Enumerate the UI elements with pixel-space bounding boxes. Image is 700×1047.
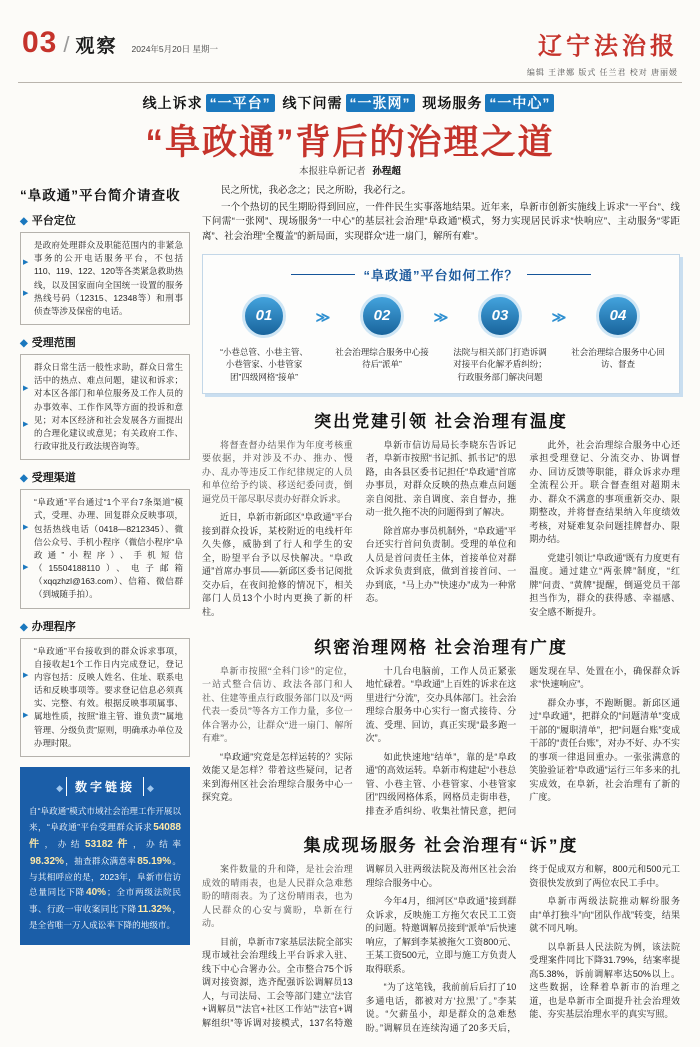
chevron-right-icon: ≫: [551, 308, 567, 325]
arrow-right-icon: ▶: [23, 564, 29, 571]
article-paragraph: 群众办事，不跑断腿。新邱区通过“阜政通”，把群众的“问题清单”变成干部的“履职清单”，把“问题台账”变成干部的“责任台账”，对办不好、办不实的事项一律退回重办。一张张满意的笑脸验证着“阜政通”运行三年多来的扎实成效，在阜新，社会治理有了新的广度。: [529, 697, 680, 803]
byline-prefix: 本报驻阜新记者: [299, 166, 366, 177]
arrow-right-icon: ▶: [23, 259, 29, 267]
sidebar-section-accept-channels: [20, 469, 190, 608]
sidebar-title: “阜政通”平台简介请查收: [20, 188, 181, 203]
stat-value: 98.32%: [30, 855, 64, 867]
article-paragraph: 阜新市信访局局长李晓东告诉记者，阜新市按照“书记抓、抓书记”的思路，由各县区委书记担任“阜政通”首席办事员，对群众反映的热点难点问题亲自阅批、亲自调度、亲自督办，推动一批久拖不决的问题得到了解决。: [365, 439, 517, 518]
arrow-right-icon: ▶: [23, 420, 29, 428]
header-rule: [18, 82, 682, 83]
article-body-2: [202, 665, 680, 819]
article-paragraph: 十几台电脑前，工作人员正紧张地忙碌着。“阜政通”上百姓的诉求在这里进行“分流”，交办具体部门。社会治理综合服务中心实行一窗式接待、分流、受理、回访，真正实现“最多跑一次”。: [365, 665, 517, 744]
section-text-box: [20, 354, 190, 460]
step-number-badge: 04: [596, 294, 640, 338]
section-text: “阜政通”平台通过“1个平台7条渠道”模式，受理、办理、回复群众反映事项，包括热线电话（0418—8212345）、微信公众号、手机小程序（微信小程序“阜政通”小程序）、手机短信（15504188110）、电子邮箱（xqqzhzl@163.com）、信箱、微信群（到城随手拍）。: [34, 497, 183, 600]
section-label: 平台定位: [31, 215, 76, 227]
section-text: 群众日常生活一般性求助，群众日常生活中的热点、难点问题，建议和诉求；对本区各部门和单位服务及工作人员的办事效率、工作作风等方面的投诉和意见；对本区经济和社会发展各方面提出的合理化建议或意见；有关政府工作、行政审批及行政法规咨询等。: [34, 362, 183, 452]
kicker-line: [0, 93, 700, 113]
stat-value: 40%: [86, 887, 107, 899]
article-headline-1: 突出党建引领 社会治理有温度: [314, 411, 568, 431]
step-number-badge: 02: [360, 294, 404, 338]
article-paragraph: “阜政通”究竟是怎样运转的？实际效能又是怎样？带着这些疑问，记者来到海州区社会治理综合服务中心一探究竟。: [202, 751, 353, 803]
kicker-text: 线下问需: [282, 95, 343, 111]
sidebar-section-accept-scope: [20, 334, 190, 460]
diamond-icon: ◆: [20, 216, 28, 227]
section-label: 受理范围: [31, 337, 76, 350]
arrow-right-icon: ▶: [23, 385, 29, 393]
issue-date: 2024年5月20日 星期一: [131, 44, 218, 54]
step-number-badge: 03: [478, 294, 522, 338]
article-paragraph: 阜新市两级法院推动解纷服务由“单打独斗”向“团队作战”转变，结果就不同凡响。: [529, 896, 680, 934]
workflow-title: “阜政通”平台如何工作？: [363, 267, 519, 283]
reporter-name: 孙程超: [372, 166, 401, 177]
diamond-icon: ◆: [56, 782, 63, 793]
article-paragraph: 近日，阜新市新邱区“阜政通”平台接到群众投诉，某校附近的电线杆年久失修，威胁到了行人和学生的安全，盼望平台予以尽快解决。“阜政通”首席办事员——新邱区委书记阅批交办后，在夜间抢修的情况下，相关部门人员13个小时内更换了新的杆柱。: [202, 512, 353, 617]
stat-value: 85.19%: [137, 855, 172, 867]
sidebar-section-platform-position: [20, 212, 190, 325]
sidebar-section-procedure: [20, 618, 190, 757]
article-paragraph: 党建引领让“阜政通”既有力度更有温度。通过建立“两张牌”制度，“红牌”问责、“黄牌”提醒，倒逼党员干部担当作为，群众的获得感、幸福感、安全感不断提升。: [529, 552, 680, 617]
pull-quote: 将督查督办结果作为年度考核重要依据，并对涉及不办、推办、慢办、乱办等违反工作纪律规定的人员和单位给予约谈、移送纪委问责，倒逼党员干部尽职尽责办好群众诉求。: [202, 439, 353, 504]
section-label: 受理渠道: [31, 472, 76, 485]
section-text-box: [20, 232, 190, 325]
editor-credits: 编辑 王津娜 版式 任兰君 校对 唐丽媛: [526, 68, 678, 77]
step-text: 社会治理综合服务中心接待后“派单”: [335, 346, 429, 370]
workflow-step-3: [449, 294, 551, 383]
section-text-box: [20, 638, 190, 757]
main-content: [202, 184, 680, 1035]
arrow-right-icon: ▶: [23, 290, 29, 298]
step-text: “小巷总管、小巷主管、小巷管家、小巷管家团”四级网格“接单”: [220, 346, 308, 382]
article-paragraph: 除首席办事员机制外，“阜政通”平台还实行首问负责制。受理的单位和人员是首问责任主体，首接单位对群众诉求负责到底，做到首接首问、一办到底，“马上办”“快速办”成为一种常态。: [365, 525, 517, 604]
kicker-highlight: “一中心”: [485, 94, 554, 112]
step-text: 法院与相关部门打造诉调对接平台化解矛盾纠纷；行政服务部门解决问题: [453, 346, 547, 382]
workflow-box: [202, 254, 680, 394]
workflow-step-4: [567, 294, 669, 371]
kicker-highlight: “一平台”: [206, 94, 275, 112]
section-text-box: [20, 489, 190, 608]
diamond-icon: ◆: [20, 338, 28, 350]
section-label: 办理程序: [31, 620, 76, 633]
article-paragraph: “为了这笔钱，我前前后后打了10多通电话，都被对方‘拉黑’了。”李某说。“欠薪虽小，却是群众的急难愁盼。”调解员在连续沟通了20多天后，终于促成双方和解，800元和500元工资很快发放到了两位农民工手中。: [365, 864, 680, 1033]
intro-paragraph: 民之所忧，我必念之；民之所盼，我必行之。: [221, 185, 412, 196]
diamond-icon: ◆: [20, 473, 28, 485]
chevron-right-icon: ≫: [315, 308, 331, 325]
section-name: 观察: [75, 36, 118, 57]
article-headline-2: 织密治理网格 社会治理有广度: [314, 637, 568, 657]
pull-quote: 案件数量的升和降，是社会治理成效的晴雨表，也是人民群众急难愁盼的晴雨表。为了这份晴雨表，也为人民群众的心安与冀盼，阜新在行动。: [202, 864, 353, 929]
byline: [0, 163, 700, 177]
masthead-block: [527, 26, 678, 78]
divider-slash: /: [63, 32, 70, 57]
section-text: 是政府处理群众及职能范围内的非紧急事务的公开电话服务平台，不包括110、119、122、120等各类紧急救助热线，以及国家面向全国统一设置的服务热线号码（12315、12348等）和刑事侦查等涉及保密的电话。: [34, 240, 183, 316]
intro-block: [202, 184, 680, 245]
page-number: 03: [22, 26, 58, 59]
digital-link-box: [20, 767, 190, 945]
digital-link-title: 数字链接: [66, 777, 144, 796]
stat-value: 54088件: [29, 821, 181, 850]
article-paragraph: 此外，社会治理综合服务中心还承担受理登记、分流交办、协调督办、回访反馈等职能，群众诉求办理全流程公开。联合督查组对超期未办、群众不满意的事项重新交办、限期整改，并将督查结果纳入年度绩效考核，对疑难复杂问题挂牌督办、限期办结。: [529, 439, 680, 545]
article-paragraph: 目前，阜新市7家基层法院全部实现市域社会治理线上平台诉求入驻、线下中心合署办公。全市整合75个诉调对接资源，选齐配强诉讼调解员13人，与司法局、工会等部门建立“法官+调解员”“法官+社区工作站”“法官+调解组织”等诉调对接模式，137名特邀调解员入驻两级法院及海州区社会治理综合服务中心。: [202, 864, 517, 1028]
step-text: 社会治理综合服务中心回访、督查: [571, 346, 665, 370]
stat-value: 11.32%: [137, 904, 172, 916]
arrow-right-icon: ▶: [23, 712, 29, 720]
section-text: “阜政通”平台接收到的群众诉求事项，自接收起1个工作日内完成登记，登记内容包括：反映人姓名、住址、联系电话和反映事项等。要求登记信息必须真实、完整、有效。根据反映事项属事、属地性质，按照“谁主管、谁负责”“属地管理、分级负责”原则，明确承办单位及办理时限。: [34, 645, 183, 748]
diamond-icon: ◆: [20, 621, 28, 633]
workflow-step-1: [213, 294, 315, 383]
page-header: [22, 26, 678, 76]
kicker-highlight: “一张网”: [346, 94, 415, 112]
article-paragraph: 今年4月，细河区“阜政通”接到群众诉求，反映施工方拖欠农民工工资的问题。特邀调解员接到“派单”后快速响应，了解到李某被拖欠工资800元、王某工资500元，立即与施工方负责人取得联系。: [365, 896, 517, 974]
kicker-text: 现场服务: [422, 95, 483, 111]
newspaper-masthead: 辽宁法治报: [538, 34, 678, 60]
chevron-right-icon: ≫: [433, 308, 449, 325]
article-body-1: [202, 439, 680, 620]
arrow-right-icon: ▶: [23, 672, 29, 680]
article-body-3: [202, 863, 680, 1035]
article-headline-3: 集成现场服务 社会治理有“诉”度: [303, 836, 579, 856]
digital-link-text: 自“阜政通”模式市域社会治理工作开展以来，“阜政通”平台受理群众诉求54088件，办结53182件，办结率98.32%，抽查群众满意率85.19%。与其相呼应的是，2023年，阜新市信访总量同比下降40%；全市两级法院民事、行政一审收案同比下降11.32%，是全省唯一万人成讼率下降的地级市。: [29, 805, 181, 931]
article-paragraph: 以阜新县人民法院为例，该法院受理案件同比下降31.79%，结案率提高5.38%，诉前调解率达50%以上。这些数据，诠释着阜新市的治理之道，也是阜新市全面提升社会治理效能、夯实基层治理水平的真实写照。: [529, 941, 680, 1020]
page-number-block: [22, 26, 218, 60]
article-paragraph: 如此快速地“结单”，靠的是“阜政通”的高效运转。阜新市构建起“小巷总管、小巷主管、小巷管家、小巷管家团”四级网格体系，网格员走街串巷，排查矛盾纠纷、收集社情民意，把问题发现在早、处置在小，确保群众诉求“快速响应”。: [365, 665, 680, 816]
decorative-line: [527, 274, 591, 275]
arrow-right-icon: ▶: [23, 524, 29, 532]
stat-value: 53182件: [85, 838, 132, 850]
step-number-badge: 01: [242, 294, 286, 338]
decorative-line: [291, 274, 355, 275]
sidebar: [20, 184, 190, 945]
main-headline: “阜政通”背后的治理之道: [145, 123, 555, 162]
diamond-icon: ◆: [147, 782, 154, 793]
pull-quote: 阜新市按照“全科门诊”的定位，一站式整合信访、政法各部门和人社、住建等重点行政服务部门以及“两代表一委员”等各方工作力量，多位一体合署办公，让群众“进一扇门、解所有难”。: [202, 665, 353, 744]
kicker-text: 线上诉求: [142, 95, 203, 111]
intro-paragraph: 一个个热切的民生期盼得到回应，一件件民生实事落地结果。近年来，阜新市创新实施线上诉求“一平台”、线下问需“一张网”、现场服务“一中心”的基层社会治理“阜政通”模式，努力实现居民诉求“快响应”、主动服务“零距离”、社会治理“全覆盖”的新局面，实现群众“进一扇门，解所有难”。: [202, 201, 680, 243]
workflow-step-2: [331, 294, 433, 371]
